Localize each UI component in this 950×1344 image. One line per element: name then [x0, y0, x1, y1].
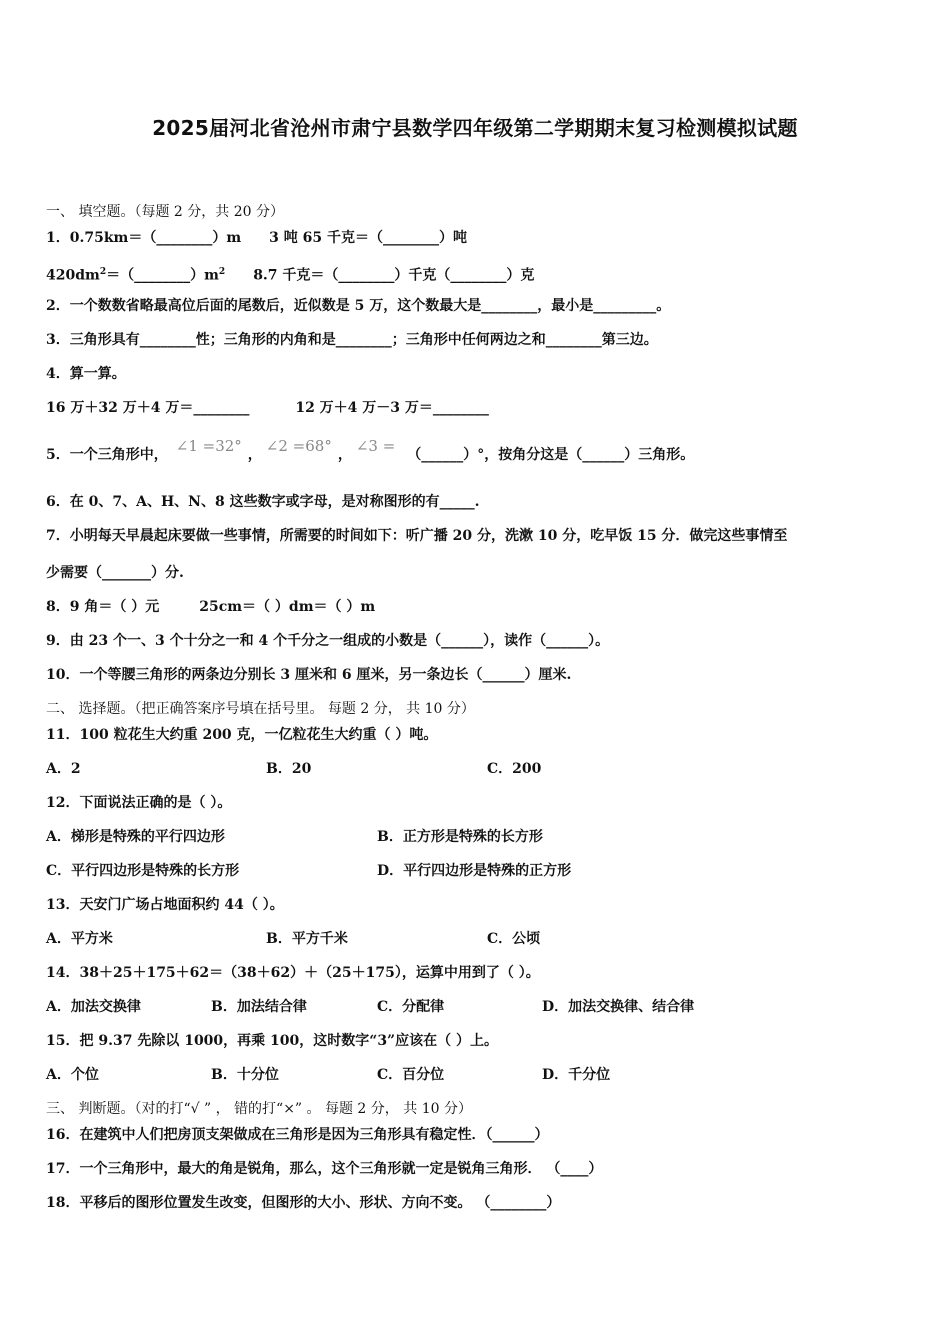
q11-option-c: C．200: [487, 761, 542, 777]
q12-option-b: B．正方形是特殊的长方形: [377, 829, 543, 845]
q14-option-a: A．加法交换律: [46, 999, 141, 1015]
q12-option-d: D．平行四边形是特殊的正方形: [377, 863, 572, 879]
question-13-stem: 13．天安门广场占地面积约 44（ ）。: [46, 897, 284, 913]
q11-option-a: A．2: [46, 761, 81, 777]
page-title: 2025届河北省沧州市肃宁县数学四年级第二学期期末复习检测模拟试题: [152, 116, 798, 140]
section-2-heading: 二、 选择题。（把正确答案序号填在括号里。 每题 2 分， 共 10 分）: [46, 701, 475, 717]
question-1-line-1: [46, 228, 467, 248]
q8-part-b: 25cm＝（ ）dm＝（ ）m: [199, 599, 376, 615]
question-8: [46, 597, 375, 617]
question-4-heading: 4．算一算。: [46, 366, 126, 382]
question-9: 9．由 23 个一、3 个十分之一和 4 个千分之一组成的小数是（______），读作（______）。: [46, 633, 610, 649]
q4-item-a: 16 万＋32 万＋4 万＝________: [46, 400, 250, 416]
question-4-items: [46, 398, 489, 418]
question-1-line-2: [46, 262, 534, 286]
q15-option-a: A．个位: [46, 1067, 99, 1083]
q5-angle-2: ∠2 =68°: [265, 437, 332, 455]
question-7-line-1: 7．小明每天早晨起床要做一些事情，所需要的时间如下：听广播 20 分，洗漱 10 分，吃早饭 15 分．做完这些事情至: [46, 528, 788, 544]
q1-part-b: 3 吨 65 千克＝（________）吨: [269, 230, 468, 246]
q1-part-a: 1．0.75km＝（________）m: [46, 230, 242, 246]
section-1-heading: 一、 填空题。（每题 2 分，共 20 分）: [46, 204, 284, 220]
question-17: 17．一个三角形中，最大的角是锐角，那么，这个三角形就一定是锐角三角形． （____）: [46, 1161, 603, 1177]
question-2: 2．一个数数省略最高位后面的尾数后，近似数是 5 万，这个数最大是________，最小是_________。: [46, 298, 671, 314]
q15-option-d: D．千分位: [542, 1067, 611, 1083]
question-10: 10．一个等腰三角形的两条边分别长 3 厘米和 6 厘米，另一条边长（______）厘米.: [46, 667, 572, 683]
section-3-heading: 三、 判断题。（对的打“√ ” ， 错的打“×” 。 每题 2 分， 共 10 分）: [46, 1101, 472, 1117]
q1-part-c-sup-2: 2: [218, 267, 226, 277]
question-5: [46, 437, 695, 465]
question-7-line-2: 少需要（_______）分.: [46, 565, 184, 581]
q14-option-c: C．分配律: [377, 999, 445, 1015]
question-16: 16．在建筑中人们把房顶支架做成在三角形是因为三角形具有稳定性．（______）: [46, 1127, 549, 1143]
q8-part-a: 8．9 角＝（ ）元: [46, 599, 160, 615]
q12-option-a: A．梯形是特殊的平行四边形: [46, 829, 225, 845]
q12-option-c: C．平行四边形是特殊的长方形: [46, 863, 240, 879]
q13-option-a: A．平方米: [46, 931, 113, 947]
q1-part-d: 8.7 千克＝（________）千克（________）克: [253, 267, 535, 284]
question-15-stem: 15．把 9.37 先除以 1000，再乘 100，这时数字“3”应该在（ ）上。: [46, 1033, 498, 1049]
q5-angle-1: ∠1 =32°: [175, 437, 242, 455]
question-14-stem: 14．38＋25＋175＋62＝（38＋62）＋（25＋175），运算中用到了（ ）。: [46, 965, 540, 981]
q5-pre: 5．一个三角形中，: [46, 447, 168, 463]
q1-part-c-pre: 420dm: [46, 267, 100, 284]
question-6: 6．在 0、7、A、H、N、8 这些数字或字母，是对称图形的有_____.: [46, 494, 480, 510]
question-12-stem: 12．下面说法正确的是（ ）。: [46, 795, 232, 811]
question-11-stem: 11．100 粒花生大约重 200 克，一亿粒花生大约重（ ）吨。: [46, 727, 438, 743]
q11-option-b: B．20: [266, 761, 312, 777]
q4-item-b: 12 万＋4 万－3 万＝________: [295, 400, 489, 416]
question-18: 18．平移后的图形位置发生改变，但图形的大小、形状、方向不变。 （________）: [46, 1195, 561, 1211]
q5-sep-1: ，: [247, 447, 262, 463]
q13-option-b: B．平方千米: [266, 931, 348, 947]
q14-option-d: D．加法交换律、结合律: [542, 999, 695, 1015]
q5-sep-2: ，: [337, 447, 352, 463]
q15-option-b: B．十分位: [211, 1067, 279, 1083]
q14-option-b: B．加法结合律: [211, 999, 307, 1015]
question-3: 3．三角形具有________性；三角形的内角和是________；三角形中任何两边之和________第三边。: [46, 332, 658, 348]
q1-part-c-sup: 2: [99, 267, 107, 277]
q13-option-c: C．公顷: [487, 931, 541, 947]
q1-part-c-post: ＝（________）m: [106, 267, 219, 284]
q5-post: （______）°，按角分这是（______）三角形。: [407, 447, 695, 463]
q15-option-c: C．百分位: [377, 1067, 445, 1083]
q5-angle-3: ∠3 =: [355, 437, 396, 455]
